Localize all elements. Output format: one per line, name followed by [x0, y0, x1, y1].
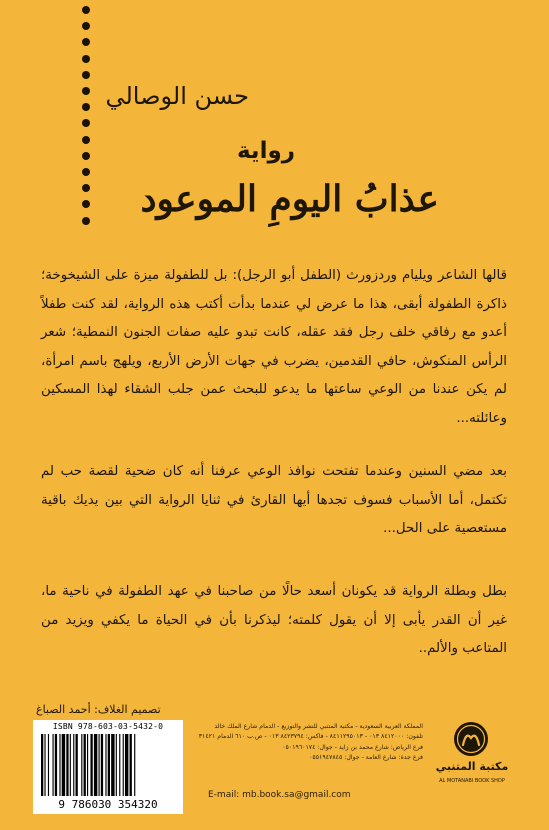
barcode-bar	[125, 734, 128, 796]
barcode-digits: 9 786030 354320	[58, 798, 158, 811]
barcode-bars	[41, 734, 175, 796]
decorative-dot	[82, 184, 90, 192]
barcode-bar	[116, 734, 117, 796]
monogram-logo-icon	[452, 720, 490, 758]
author-name: حسن الوصالي	[105, 82, 249, 110]
genre-label: رواية	[236, 138, 295, 164]
decorative-dot	[82, 87, 90, 95]
decorative-dot	[82, 38, 90, 46]
barcode-bar	[44, 734, 45, 796]
publisher-logo	[432, 720, 512, 800]
barcode-bar	[101, 734, 103, 796]
barcode-bar	[134, 734, 135, 796]
decorative-dot	[82, 168, 90, 176]
blurb-paragraph: قالها الشاعر ويليام وردزورث (الطفل أبو الرجل): بل للطفولة ميزة على الشيخوخة؛ ذاكرة الطفولة أبقى، هذا ما عرض لي عندما بدأت أكتب هذه الرواية، لقد كنت طفلاً أعدو مع رفاقي خلف رجل فقد عقله، كانت تبدو عليه صفات الجنون النمطية؛ شعر الرأس المنكوش، حافي القدمين، يضرب في جهات الأرض الأربع، ويلهج باسم امرأة، لم يكن عندنا من الوعي ساعتها ما يدعو للبحث عمن جلب الشقاء لهذا المسكين وعائلته...	[41, 268, 507, 426]
decorative-dot	[82, 71, 90, 79]
barcode-bar	[84, 734, 86, 796]
barcode-bar	[123, 734, 124, 796]
address-line: تلفون: ٨٤١٢٠٠٠ ٠١٣ - ٨٤١١٢٩٥٠١٣ - فاكس: ٨٤٢٣٧٩٤ ٠١٣ - ص.ب ٦١٠ الدمام ٣١٤٢١	[198, 733, 423, 741]
publisher-address	[198, 722, 423, 764]
barcode-bar	[94, 734, 97, 796]
decorative-dot	[82, 119, 90, 127]
barcode-bar	[111, 734, 114, 796]
barcode-bar	[108, 734, 110, 796]
decorative-dot	[82, 200, 90, 208]
barcode	[33, 720, 183, 814]
barcode-bar	[73, 734, 74, 796]
blurb-paragraph: بطل وبطلة الرواية قد يكونان أسعد حالًا من صاحبنا في عهد الطفولة في ناحية ما، غير أن القدر يأبى إلا أن يقول كلمته؛ ليذكرنا بأن في الحياة ما يكفي ويزيد من المتاعب والألم..	[41, 584, 507, 657]
barcode-bar	[66, 734, 68, 796]
blurb-paragraph: بعد مضي السنين وعندما تفتحت نوافذ الوعي عرفنا أنه كان ضحية لقصة حب لم تكتمل، أما الأسباب فسوف تجدها أيها القارئ في ثنايا الرواية التي بين يديك باقية مستعصية على الحل...	[41, 464, 507, 537]
publisher-email: E-mail: mb.book.sa@gmail.com	[208, 790, 351, 800]
barcode-bar	[59, 734, 60, 796]
barcode-bar	[119, 734, 120, 796]
dotted-line-decoration	[78, 6, 94, 236]
barcode-bar	[62, 734, 65, 796]
decorative-dot	[82, 136, 90, 144]
decorative-dot	[82, 22, 90, 30]
decorative-dot	[82, 6, 90, 14]
decorative-dot	[82, 55, 90, 63]
isbn-text: ISBN 978-603-03-5432-0	[52, 722, 164, 731]
logo-english-name: AL MOTANABI BOOK SHOP	[439, 778, 505, 784]
barcode-bar	[76, 734, 78, 796]
barcode-bar	[87, 734, 88, 796]
decorative-dot	[82, 152, 90, 160]
book-title: عذابُ اليومِ الموعود	[140, 178, 439, 220]
address-line: فرع الرياض: شارع محمد بن زايد - جوال: ٠٥٠١٩٦٠١٧٤	[282, 743, 423, 751]
barcode-bar	[41, 734, 43, 796]
address-line: فرع جدة: شارع العامة - جوال: ٠٥٥١٩٤٧٨٤٥	[309, 754, 423, 762]
barcode-bar	[81, 734, 82, 796]
decorative-dot	[82, 103, 90, 111]
barcode-bar	[105, 734, 106, 796]
barcode-bar	[90, 734, 92, 796]
barcode-bar	[99, 734, 100, 796]
barcode-bar	[70, 734, 71, 796]
barcode-bar	[48, 734, 49, 796]
cover-design-credit: تصميم الغلاف: أحمد الصباغ	[36, 703, 161, 716]
barcode-bar	[55, 734, 57, 796]
logo-arabic-name: مكتبة المتنبي	[435, 760, 509, 773]
address-line: المملكة العربية السعودية - مكتبة المتنبي للنشر والتوزيع - الدمام شارع الملك خالد	[214, 723, 423, 730]
decorative-dot	[82, 217, 90, 225]
barcode-bar	[53, 734, 54, 796]
barcode-bar	[130, 734, 132, 796]
